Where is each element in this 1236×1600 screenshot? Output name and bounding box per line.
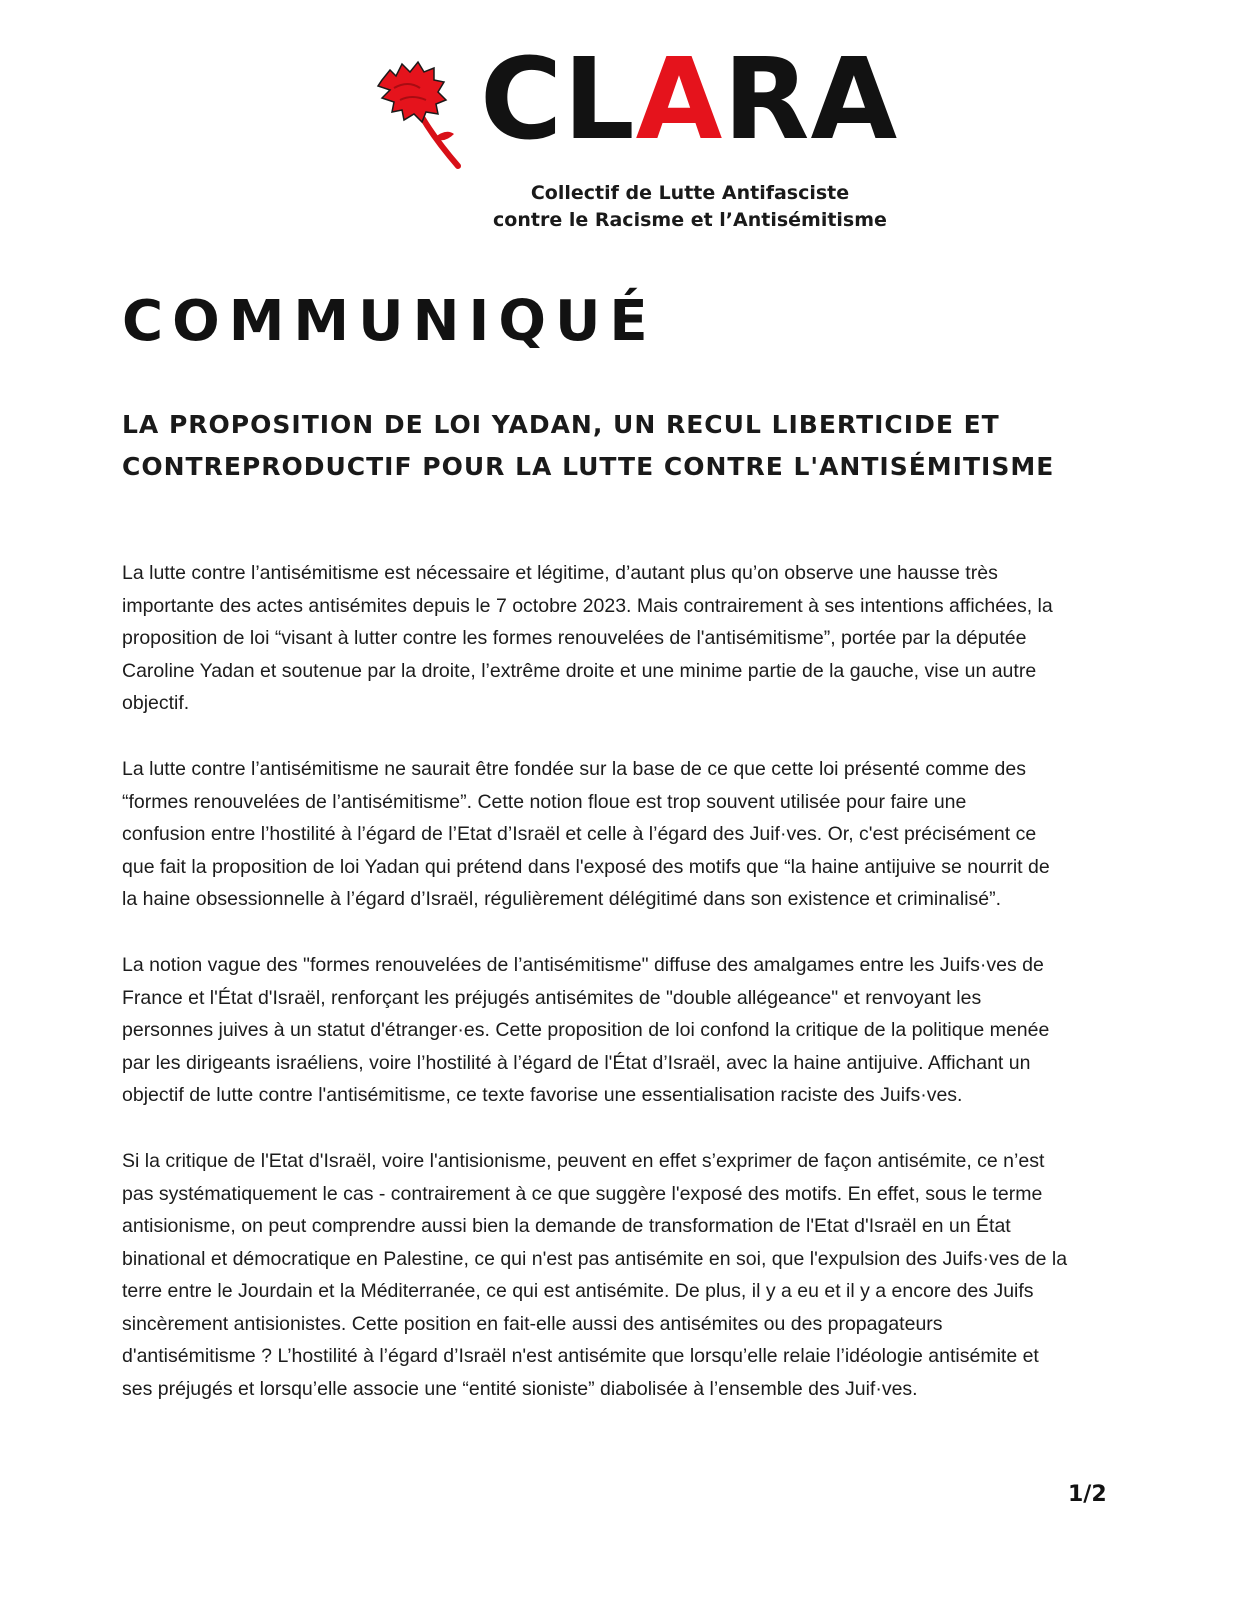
text-line: la haine obsessionnelle à l’égard d’Israël, régulièrement délégitimé dans son existence et criminalisé”. xyxy=(122,888,1002,911)
text-line: par les dirigeants israéliens, voire l’hostilité à l’égard de l'État d’Israël, avec la haine antijuive. Affichant un xyxy=(122,1051,1031,1074)
text-line: La lutte contre l’antisémitisme ne saurait être fondée sur la base de ce que cette loi présenté comme des xyxy=(122,757,1026,780)
carnation-flower-icon xyxy=(372,58,464,170)
text-line: que fait la proposition de loi Yadan qui prétend dans l'exposé des motifs que “la haine antijuive se nourrit de xyxy=(122,855,1050,878)
text-line: binational et démocratique en Palestine, ce qui n'est pas antisémite en soi, que l'expulsion des Juifs·ves de la xyxy=(122,1247,1068,1270)
text-line: sincèrement antisionistes. Cette position en fait-elle aussi des antisémites ou des propagateurs xyxy=(122,1312,943,1335)
text-line: France et l'État d'Israël, renforçant les préjugés antisémites de "double allégeance" et renvoyant les xyxy=(122,986,982,1009)
text-line: antisionisme, on peut comprendre aussi bien la demande de transformation de l'Etat d'Israël en un État xyxy=(122,1215,1011,1238)
paragraph-1 xyxy=(122,557,1107,720)
text-line: importante des actes antisémites depuis le 7 octobre 2023. Mais contrairement à ses intentions affichées, la xyxy=(122,594,1053,617)
tagline-line: Collectif de Lutte Antifasciste xyxy=(530,182,850,204)
text-line: La lutte contre l’antisémitisme est nécessaire et légitime, d’autant plus qu’on observe une hausse très xyxy=(122,562,998,584)
logo-wordmark-suffix: RA xyxy=(723,35,899,165)
logo-wordmark xyxy=(480,35,899,165)
headline xyxy=(122,404,1122,488)
text-line: proposition de loi “visant à lutter contre les formes renouvelées de l'antisémitisme”, portée par la députée xyxy=(122,627,1027,650)
logo-wordmark-prefix: CL xyxy=(480,35,636,165)
paragraph-4 xyxy=(122,1145,1107,1406)
text-line: Caroline Yadan et soutenue par la droite, l’extrême droite et une minime partie de la gauche, vise un autre xyxy=(122,659,1037,682)
headline-line: CONTREPRODUCTIF POUR LA LUTTE CONTRE L'ANTISÉMITISME xyxy=(122,452,1055,481)
text-line: objectif. xyxy=(122,692,190,715)
text-line: Si la critique de l'Etat d'Israël, voire l'antisionisme, peuvent en effet s’exprimer de façon antisémite, ce n’est xyxy=(122,1149,1045,1172)
text-line: pas systématiquement le cas - contrairement à ce que suggère l'exposé des motifs. En effet, sous le terme xyxy=(122,1182,1043,1205)
text-line: d'antisémitisme ? L’hostilité à l’égard d’Israël n'est antisémite que lorsqu’elle relaie l’idéologie antisémite et xyxy=(122,1345,1039,1368)
text-line: terre entre le Jourdain et la Méditerranée, ce qui est antisémite. De plus, il y a eu et il y a encore des Juifs xyxy=(122,1280,1034,1303)
paragraph-2 xyxy=(122,753,1107,916)
paragraph-3 xyxy=(122,949,1107,1112)
logo-tagline xyxy=(440,180,940,234)
tagline-line: contre le Racisme et l’Antisémitisme xyxy=(493,209,887,231)
text-line: ses préjugés et lorsqu’elle associe une “entité sioniste” diabolisée à l’ensemble des Juif·ves. xyxy=(122,1378,918,1401)
text-line: La notion vague des "formes renouvelées de l’antisémitisme" diffuse des amalgames entre les Juifs·ves de xyxy=(122,953,1044,976)
headline-line: LA PROPOSITION DE LOI YADAN, UN RECUL LIBERTICIDE ET xyxy=(122,410,1000,439)
document-type-title: COMMUNIQUÉ xyxy=(122,289,657,354)
text-line: personnes juives à un statut d'étranger·es. Cette proposition de loi confond la critique de la politique menée xyxy=(122,1019,1050,1042)
text-line: confusion entre l’hostilité à l’égard de l’Etat d’Israël et celle à l’égard des Juif·ves. Or, c'est précisément ce xyxy=(122,823,1037,846)
text-line: “formes renouvelées de l’antisémitisme”. Cette notion floue est trop souvent utilisée pour faire une xyxy=(122,790,967,813)
body-text xyxy=(122,557,1107,1439)
letterhead xyxy=(0,0,1236,250)
text-line: objectif de lutte contre l'antisémitisme, ce texte favorise une essentialisation raciste des Juifs·ves. xyxy=(122,1084,963,1107)
page-number: 1/2 xyxy=(1068,1482,1107,1507)
logo-wordmark-accent: A xyxy=(635,35,724,165)
